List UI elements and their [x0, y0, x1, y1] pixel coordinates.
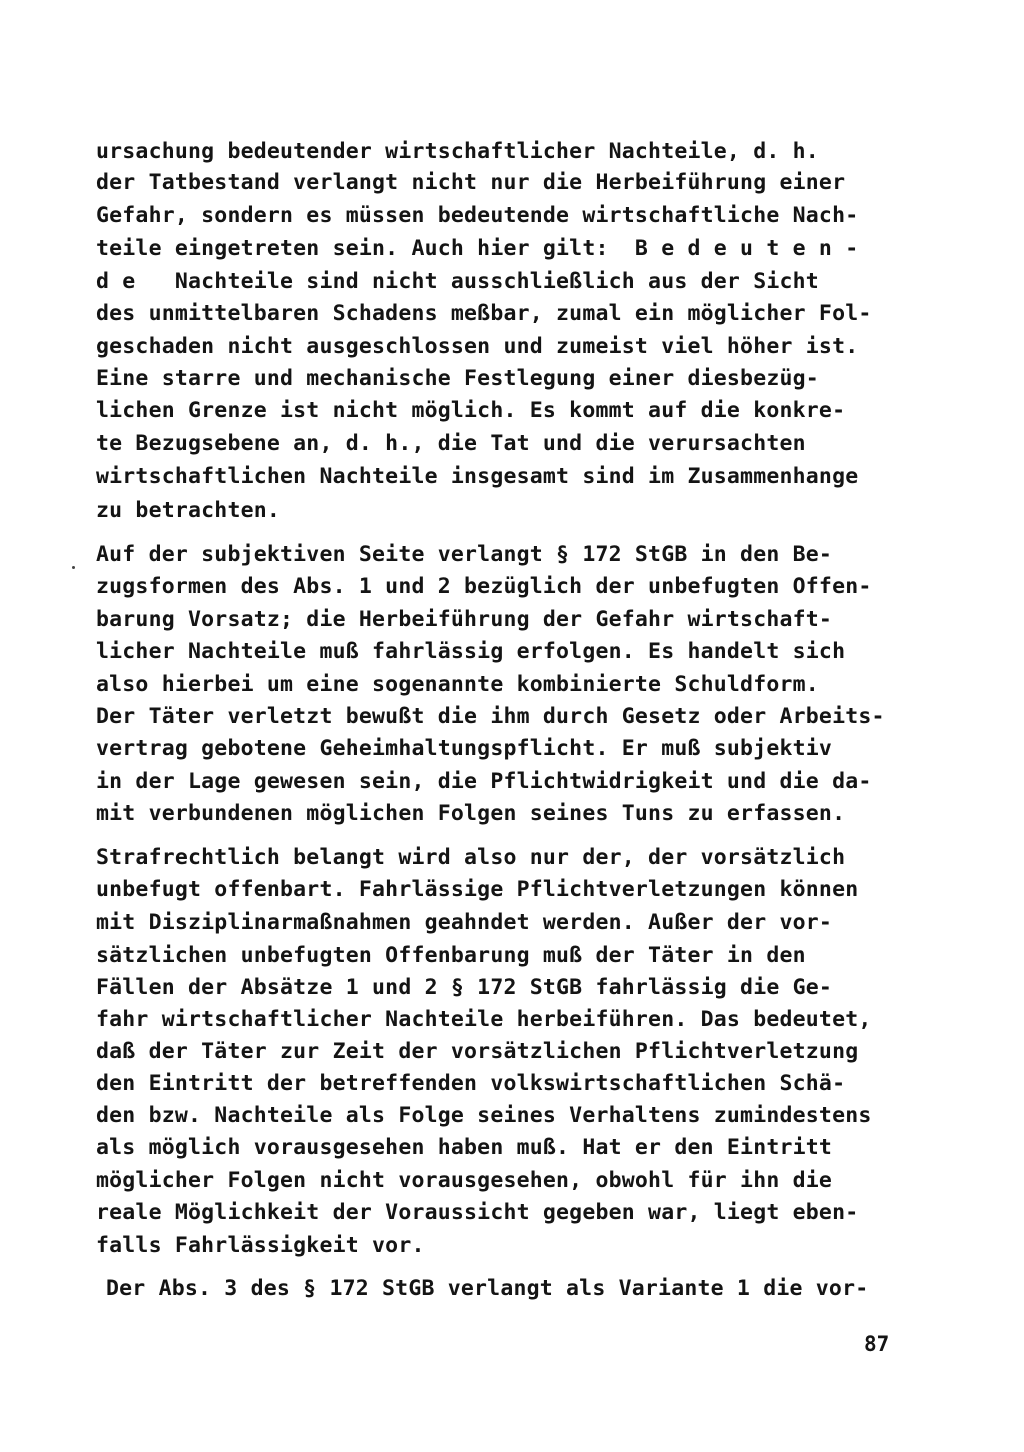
text-line: Eine starre und mechanische Festlegung einer diesbezüg-	[96, 366, 819, 391]
text-line: unbefugt offenbart. Fahrlässige Pflichtverletzungen können	[96, 877, 859, 902]
text-line: d e Nachteile sind nicht ausschließlich aus der Sicht	[96, 269, 819, 294]
text-line: te Bezugsebene an, d. h., die Tat und die verursachten	[96, 431, 806, 456]
page-number: 87	[864, 1332, 890, 1356]
text-line: der Tatbestand verlangt nicht nur die Herbeiführung einer	[96, 170, 846, 195]
text-line: Strafrechtlich belangt wird also nur der, der vorsätzlich	[96, 845, 846, 870]
stray-mark	[72, 566, 75, 569]
text-line: den bzw. Nachteile als Folge seines Verhaltens zumindestens	[96, 1103, 872, 1128]
text-line: Gefahr, sondern es müssen bedeutende wirtschaftliche Nach-	[96, 203, 859, 228]
text-line: zugsformen des Abs. 1 und 2 bezüglich der unbefugten Offen-	[96, 574, 872, 599]
text-line: teile eingetreten sein. Auch hier gilt: B e d e u t e n -	[96, 236, 859, 261]
text-line: barung Vorsatz; die Herbeiführung der Gefahr wirtschaft-	[96, 607, 833, 632]
text-line: den Eintritt der betreffenden volkswirtschaftlichen Schä-	[96, 1071, 846, 1096]
text-line: wirtschaftlichen Nachteile insgesamt sind im Zusammenhange	[96, 464, 859, 489]
text-line: als möglich vorausgesehen haben muß. Hat er den Eintritt	[96, 1135, 833, 1160]
text-line: ursachung bedeutender wirtschaftlicher Nachteile, d. h.	[96, 139, 819, 164]
text-line: mit Disziplinarmaßnahmen geahndet werden. Außer der vor-	[96, 910, 833, 935]
text-line: möglicher Folgen nicht vorausgesehen, obwohl für ihn die	[96, 1168, 833, 1193]
text-line: in der Lage gewesen sein, die Pflichtwidrigkeit und die da-	[96, 769, 872, 794]
text-line: falls Fahrlässigkeit vor.	[96, 1233, 425, 1258]
text-line: Fällen der Absätze 1 und 2 § 172 StGB fahrlässig die Ge-	[96, 975, 833, 1000]
text-line: sätzlichen unbefugten Offenbarung muß der Täter in den	[96, 943, 806, 968]
text-line: mit verbundenen möglichen Folgen seines Tuns zu erfassen.	[96, 801, 846, 826]
text-line: lichen Grenze ist nicht möglich. Es kommt auf die konkre-	[96, 398, 846, 423]
text-line: vertrag gebotene Geheimhaltungspflicht. Er muß subjektiv	[96, 736, 833, 761]
text-line: reale Möglichkeit der Voraussicht gegeben war, liegt eben-	[96, 1200, 859, 1225]
text-line: des unmittelbaren Schadens meßbar, zumal ein möglicher Fol-	[96, 301, 872, 326]
text-line: also hierbei um eine sogenannte kombinierte Schuldform.	[96, 672, 819, 697]
text-line: Der Abs. 3 des § 172 StGB verlangt als Variante 1 die vor-	[106, 1276, 869, 1301]
text-line: daß der Täter zur Zeit der vorsätzlichen Pflichtverletzung	[96, 1039, 859, 1064]
text-line: licher Nachteile muß fahrlässig erfolgen. Es handelt sich	[96, 639, 846, 664]
text-line: fahr wirtschaftlicher Nachteile herbeiführen. Das bedeutet,	[96, 1007, 872, 1032]
text-line: geschaden nicht ausgeschlossen und zumeist viel höher ist.	[96, 334, 859, 359]
text-line: zu betrachten.	[96, 498, 281, 523]
text-line: Der Täter verletzt bewußt die ihm durch Gesetz oder Arbeits-	[96, 704, 885, 729]
text-line: Auf der subjektiven Seite verlangt § 172 StGB in den Be-	[96, 542, 833, 567]
